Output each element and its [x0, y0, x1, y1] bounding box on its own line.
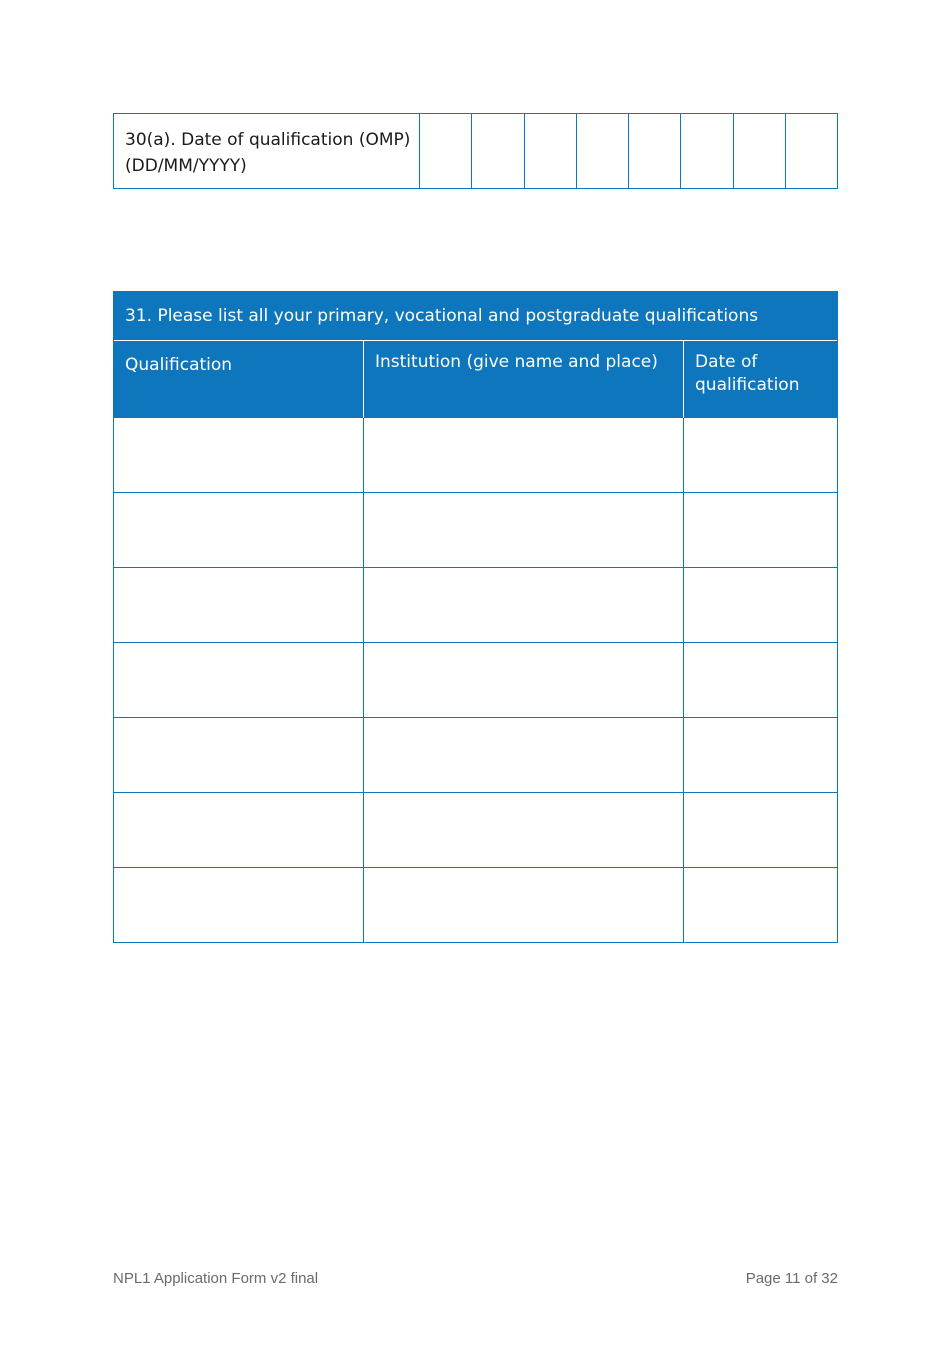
institution-cell[interactable]	[363, 643, 683, 717]
date-cell[interactable]	[683, 643, 837, 717]
footer-document-name: NPL1 Application Form v2 final	[113, 1270, 319, 1287]
date-digit-box-3[interactable]	[524, 114, 576, 188]
date-cell[interactable]	[683, 568, 837, 642]
date-label-line2: (DD/MM/YYYY)	[125, 156, 247, 176]
qualification-cell[interactable]	[114, 493, 363, 567]
date-digit-box-1[interactable]	[419, 114, 471, 188]
table-row	[114, 867, 837, 942]
institution-cell[interactable]	[363, 793, 683, 867]
table-row	[114, 717, 837, 792]
qualifications-table	[113, 291, 838, 943]
date-digit-box-5[interactable]	[628, 114, 680, 188]
date-cell[interactable]	[683, 793, 837, 867]
table-row	[114, 792, 837, 867]
date-cell[interactable]	[683, 718, 837, 792]
institution-cell[interactable]	[363, 418, 683, 492]
table-row	[114, 418, 837, 492]
qualification-cell[interactable]	[114, 868, 363, 942]
institution-cell[interactable]	[363, 493, 683, 567]
date-digit-box-4[interactable]	[576, 114, 628, 188]
header-date-of-qualification	[683, 341, 837, 418]
header-date-line2: qualification	[695, 375, 800, 395]
date-cell[interactable]	[683, 868, 837, 942]
date-of-qualification-label	[114, 114, 419, 188]
date-digit-box-6[interactable]	[680, 114, 732, 188]
table-row	[114, 492, 837, 567]
header-institution: Institution (give name and place)	[363, 341, 683, 418]
footer-page-number: Page 11 of 32	[745, 1270, 838, 1287]
qualification-cell[interactable]	[114, 718, 363, 792]
qualification-cell[interactable]	[114, 793, 363, 867]
date-digit-box-7[interactable]	[733, 114, 785, 188]
date-digit-box-8[interactable]	[785, 114, 837, 188]
qualification-cell[interactable]	[114, 418, 363, 492]
header-date-line1: Date of	[695, 352, 758, 372]
institution-cell[interactable]	[363, 868, 683, 942]
date-of-qualification-table	[113, 113, 838, 189]
date-digit-box-2[interactable]	[471, 114, 523, 188]
table-row	[114, 642, 837, 717]
qualifications-header-row	[114, 341, 837, 418]
header-qualification: Qualification	[125, 355, 233, 375]
date-cell[interactable]	[683, 493, 837, 567]
qualifications-body	[114, 418, 837, 942]
qualification-cell[interactable]	[114, 643, 363, 717]
qualification-cell[interactable]	[114, 568, 363, 642]
date-label-line1: 30(a). Date of qualification (OMP)	[125, 130, 411, 150]
institution-cell[interactable]	[363, 718, 683, 792]
qualifications-title: 31. Please list all your primary, vocational and postgraduate qualifications	[114, 292, 837, 341]
institution-cell[interactable]	[363, 568, 683, 642]
date-cell[interactable]	[683, 418, 837, 492]
table-row	[114, 567, 837, 642]
